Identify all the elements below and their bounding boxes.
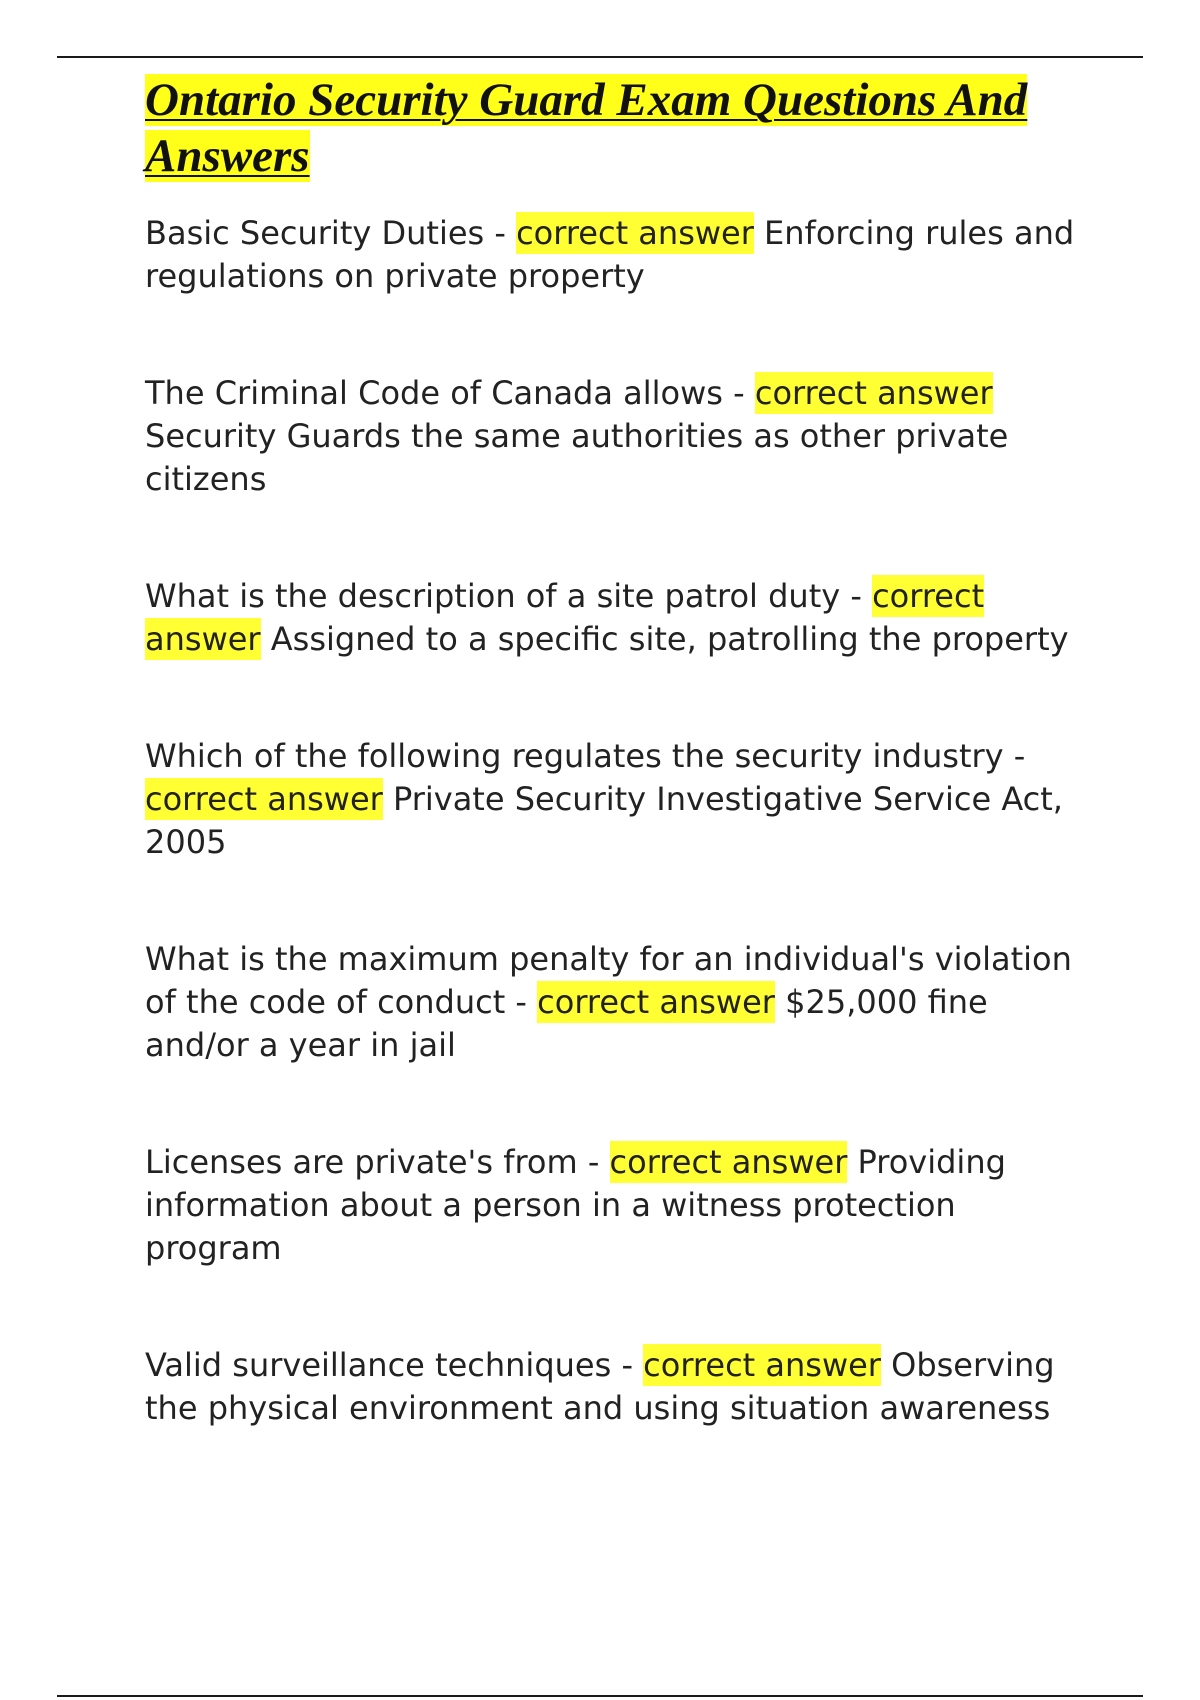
qa-item: [145, 372, 1090, 501]
answer-marker: correct answer: [643, 1346, 881, 1384]
answer-text: Security Guards the same authorities as other private citizens: [145, 417, 1009, 498]
top-rule: [57, 56, 1143, 58]
question-text: The Criminal Code of Canada allows -: [145, 374, 755, 412]
qa-item: [145, 735, 1090, 864]
document-title: [145, 72, 1080, 184]
qa-item: [145, 1344, 1090, 1430]
qa-item: [145, 575, 1090, 661]
qa-list: [145, 212, 1090, 1430]
answer-marker: correct answer: [145, 577, 985, 658]
answer-text: Providing information about a person in a witness protection program: [145, 1143, 1006, 1267]
title-text: Ontario Security Guard Exam Questions And Answers: [145, 74, 1028, 182]
answer-marker: correct answer: [145, 780, 383, 818]
answer-text: Private Security Investigative Service Act, 2005: [145, 780, 1063, 861]
answer-marker: correct answer: [537, 983, 775, 1021]
answer-text: Assigned to a specific site, patrolling the property: [270, 620, 1069, 658]
question-text: Valid surveillance techniques -: [145, 1346, 644, 1384]
answer-text: $25,000 fine and/or a year in jail: [145, 983, 988, 1064]
answer-text: Enforcing rules and regulations on private property: [145, 214, 1075, 295]
question-text: What is the description of a site patrol duty -: [145, 577, 873, 615]
answer-marker: correct answer: [609, 1143, 848, 1181]
answer-text: Observing the physical environment and using situation awareness: [145, 1346, 1055, 1427]
bottom-rule: [57, 1695, 1143, 1697]
question-text: Basic Security Duties -: [145, 214, 517, 252]
qa-item: [145, 1141, 1090, 1270]
document-body: [145, 72, 1090, 1430]
question-text: Licenses are private's from -: [145, 1143, 610, 1181]
answer-marker: correct answer: [516, 214, 754, 252]
question-text: Which of the following regulates the security industry -: [145, 737, 1026, 775]
question-text: What is the maximum penalty for an individual's violation of the code of conduct -: [145, 940, 1072, 1021]
answer-marker: correct answer: [754, 374, 993, 412]
qa-item: [145, 938, 1090, 1067]
qa-item: [145, 212, 1090, 298]
